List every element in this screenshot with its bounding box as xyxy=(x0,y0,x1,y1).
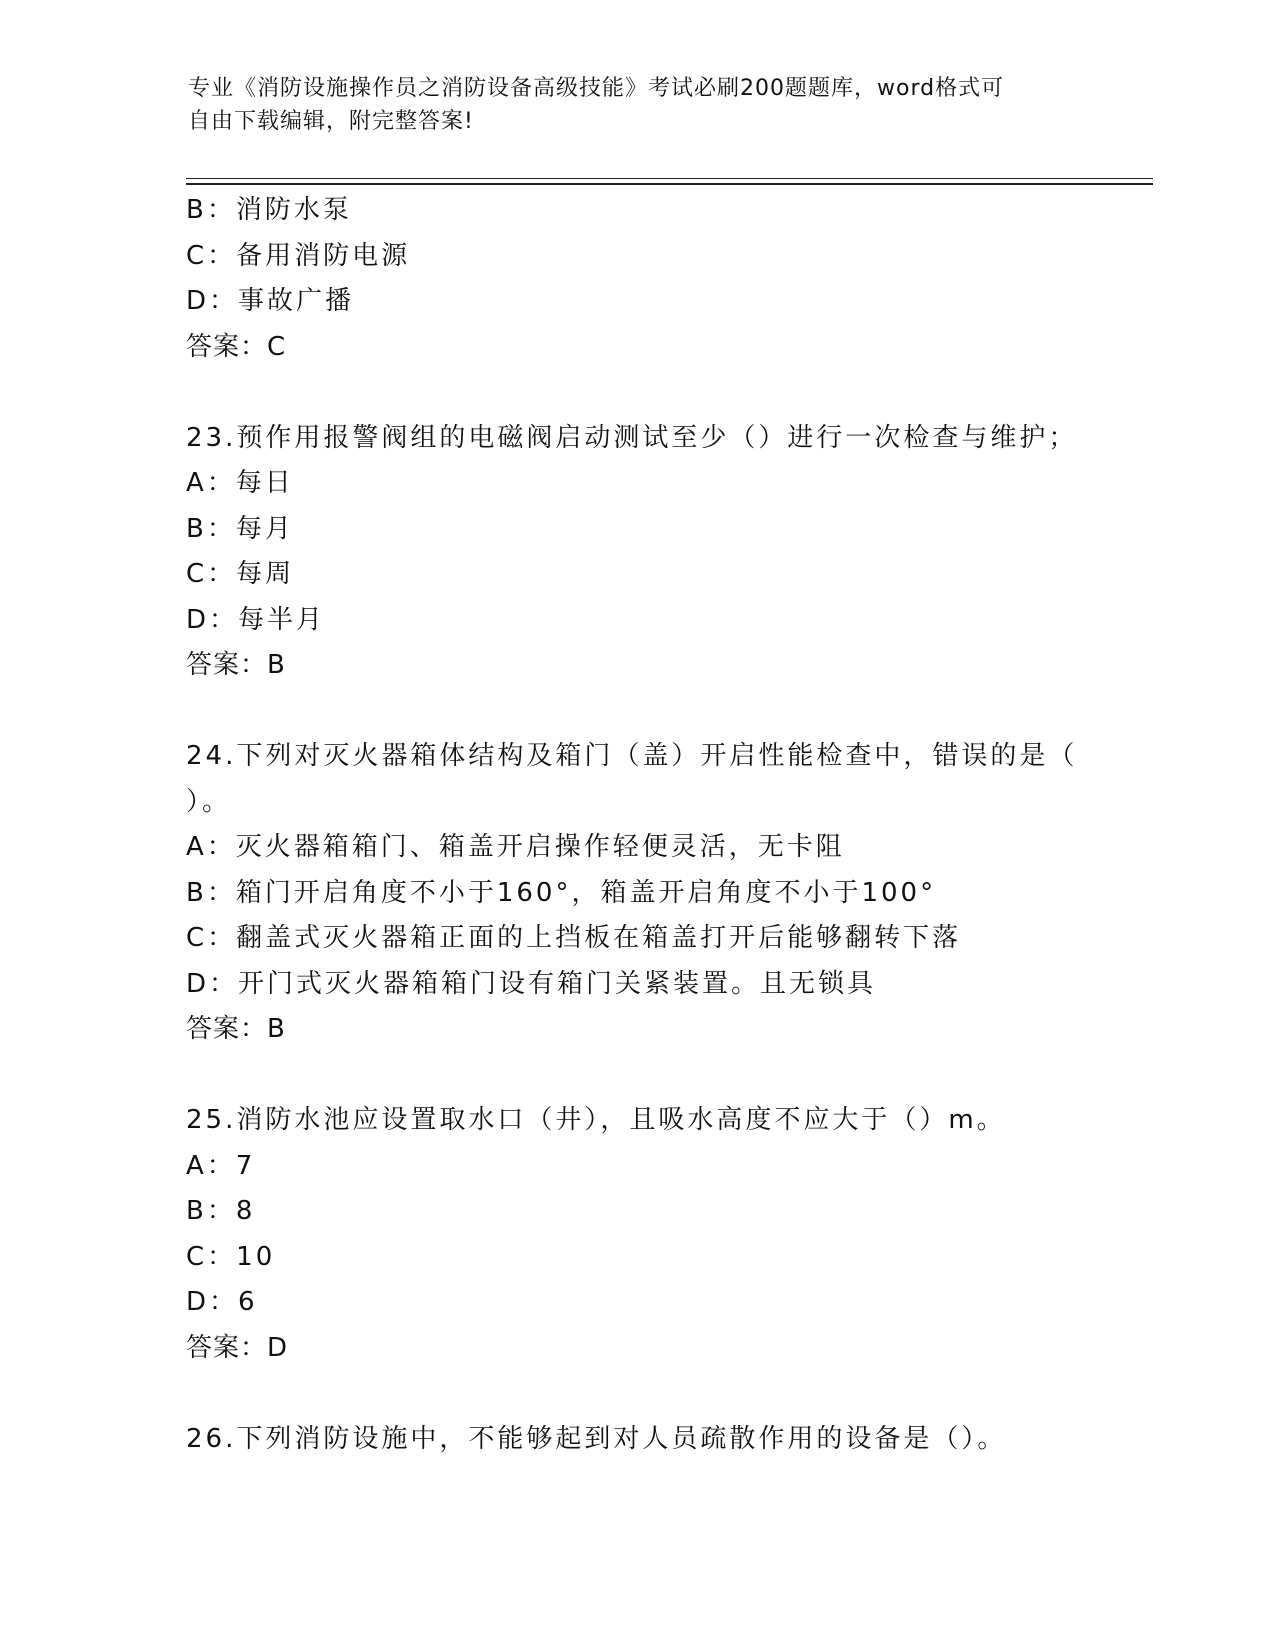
option-d: D：开门式灭火器箱箱门设有箱门关紧装置。且无锁具 xyxy=(186,968,877,999)
page-header xyxy=(188,72,1088,138)
answer: 答案：D xyxy=(186,1332,289,1363)
option-a: A：7 xyxy=(186,1150,256,1181)
option-d: D：6 xyxy=(186,1287,258,1317)
spacer xyxy=(186,1053,1086,1099)
option-d: D：事故广播 xyxy=(186,286,355,316)
question-text-line-1: 24.下列对灭火器箱体结构及箱门（盖）开启性能检查中，错误的是（ xyxy=(186,741,1078,771)
spacer xyxy=(186,1371,1086,1417)
spacer xyxy=(186,370,1086,416)
answer: 答案：C xyxy=(186,331,287,362)
header-divider-thin xyxy=(186,178,1153,179)
question-text: 26.下列消防设施中，不能够起到对人员疏散作用的设备是（）。 xyxy=(186,1423,1007,1454)
option-b: B：8 xyxy=(186,1196,256,1226)
option-c: C：10 xyxy=(186,1241,276,1272)
option-a: A：每日 xyxy=(186,468,294,498)
option-b: B：消防水泵 xyxy=(186,195,352,225)
question-text: 23.预作用报警阀组的电磁阀启动测试至少（）进行一次检查与维护； xyxy=(186,422,1078,453)
spacer xyxy=(186,689,1086,735)
option-c: C：每周 xyxy=(186,559,295,589)
answer: 答案：B xyxy=(186,1014,286,1044)
option-d: D：每半月 xyxy=(186,604,326,635)
option-b: B：每月 xyxy=(186,513,294,544)
question-text: 25.消防水池应设置取水口（井），且吸水高度不应大于（）m。 xyxy=(186,1105,1006,1135)
option-c: C：翻盖式灭火器箱正面的上挡板在箱盖打开后能够翻转下落 xyxy=(186,923,962,953)
header-line-1: 专业《消防设施操作员之消防设备高级技能》考试必刷200题题库，word格式可 xyxy=(188,76,1005,101)
header-divider-thick xyxy=(186,183,1153,185)
question-list xyxy=(186,188,1086,1462)
question-26 xyxy=(186,1417,1086,1463)
question-25 xyxy=(186,1098,1086,1371)
question-text-line-2: ）。 xyxy=(186,786,232,817)
header-line-2: 自由下载编辑，附完整答案! xyxy=(188,109,474,134)
option-b: B：箱门开启角度不小于160°，箱盖开启角度不小于100° xyxy=(186,877,937,908)
question-22 xyxy=(186,188,1086,370)
option-c: C：备用消防电源 xyxy=(186,240,411,271)
answer: 答案：B xyxy=(186,650,286,680)
option-a: A：灭火器箱箱门、箱盖开启操作轻便灵活，无卡阻 xyxy=(186,832,845,862)
question-24 xyxy=(186,734,1086,1053)
question-23 xyxy=(186,416,1086,689)
